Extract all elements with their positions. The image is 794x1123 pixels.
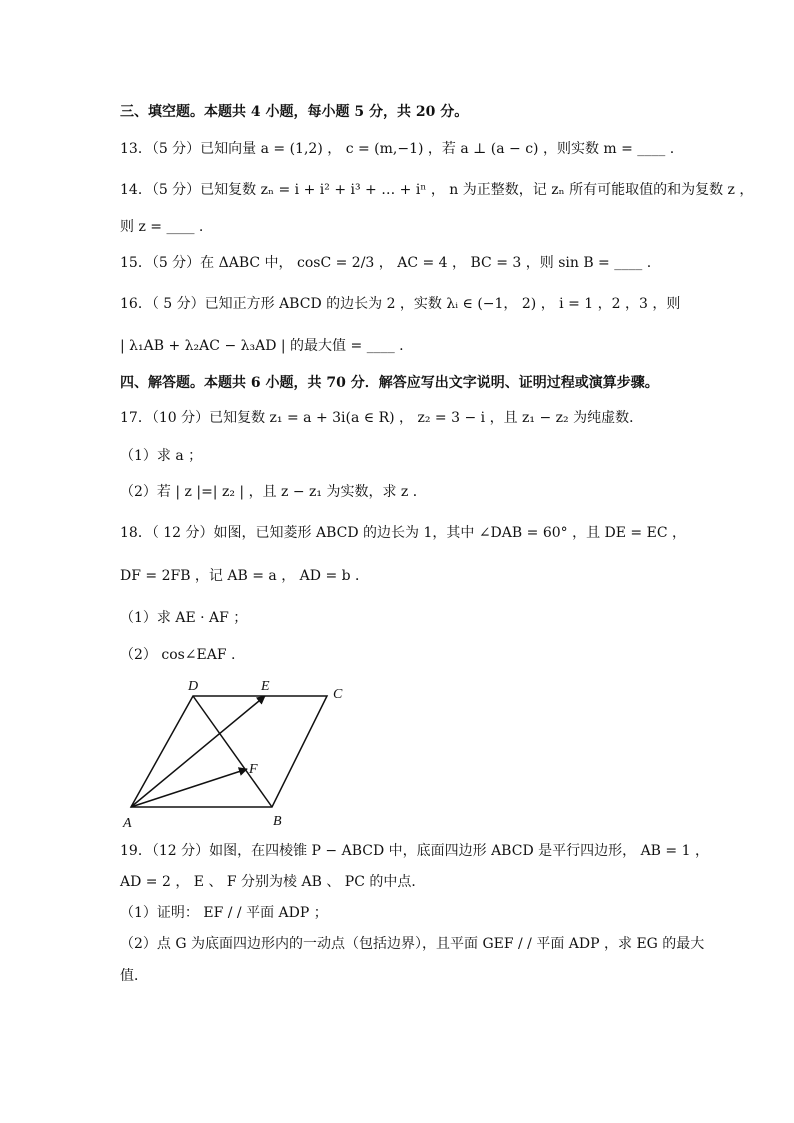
- label-d: D: [188, 679, 199, 694]
- label-a: A: [123, 816, 132, 831]
- question-18-line-2: DF = 2FB ，记 AB = a ， AD = b ．: [120, 568, 370, 584]
- diagonal-db: [193, 696, 272, 807]
- question-19-line-1: 19．（12 分）如图，在四棱锥 P − ABCD 中，底面四边形 ABCD 是平行四边形， AB = 1 ，: [120, 843, 709, 859]
- question-17-stem: 17．（10 分）已知复数 z₁ = a + 3i(a ∈ R) ， z₂ = 3 − i ，且 z₁ − z₂ 为纯虚数．: [120, 410, 644, 426]
- label-f: F: [249, 762, 258, 777]
- question-15: 15．（5 分）在 ΔABC 中， cosC = 2/3 ， AC = 4 ， BC = 3 ，则 sin B = ____ .: [120, 255, 652, 271]
- label-c: C: [333, 687, 343, 702]
- label-b: B: [273, 814, 282, 829]
- question-19-line-2: AD = 2 ， E 、 F 分别为棱 AB 、 PC 的中点．: [120, 874, 426, 890]
- vector-ae: [131, 696, 265, 807]
- rhombus-figure: [115, 675, 355, 835]
- question-19-part-2: （2）点 G 为底面四边形内的一动点（包括边界），且平面 GEF / / 平面 ADP ，求 EG 的最大: [120, 936, 705, 952]
- question-18-line-1: 18．（ 12 分）如图，已知菱形 ABCD 的边长为 1，其中 ∠DAB = 60° ，且 DE = EC ，: [120, 525, 686, 541]
- question-16-line-2: | λ₁AB + λ₂AC − λ₃AD | 的最大值 = ____ .: [120, 338, 404, 354]
- question-19-part-3: 值．: [120, 968, 148, 984]
- question-14-line-2: 则 z = ____ .: [120, 219, 204, 235]
- question-18-part-2: （2） cos∠EAF .: [120, 647, 236, 663]
- question-17-part-1: （1）求 a ；: [120, 448, 203, 464]
- question-14-line-1: 14．（5 分）已知复数 zₙ = i + i² + i³ + … + iⁿ ， n 为正整数，记 zₙ 所有可能取值的和为复数 z ，: [120, 182, 754, 198]
- label-e: E: [261, 679, 270, 694]
- question-13: 13．（5 分）已知向量 a = (1,2) ， c = (m,−1) ，若 a ⊥ (a − c) ，则实数 m = ____ .: [120, 141, 675, 157]
- fill-blank-section-title: 三、填空题。本题共 4 小题，每小题 5 分，共 20 分。: [120, 104, 469, 120]
- rhombus-outline: [131, 696, 327, 807]
- question-17-part-2: （2）若 | z |=| z₂ | ，且 z − z₁ 为实数，求 z ．: [120, 484, 427, 500]
- question-19-part-1: （1）证明： EF / / 平面 ADP ；: [120, 905, 328, 921]
- question-16-line-1: 16．（ 5 分）已知正方形 ABCD 的边长为 2 ，实数 λᵢ ∈ (−1， 2) ， i = 1 ，2 ，3 ，则: [120, 296, 681, 312]
- question-18-part-1: （1）求 AE · AF ；: [120, 610, 248, 626]
- answer-section-title: 四、解答题。本题共 6 小题，共 70 分．解答应写出文字说明、证明过程或演算步骤。: [120, 375, 659, 391]
